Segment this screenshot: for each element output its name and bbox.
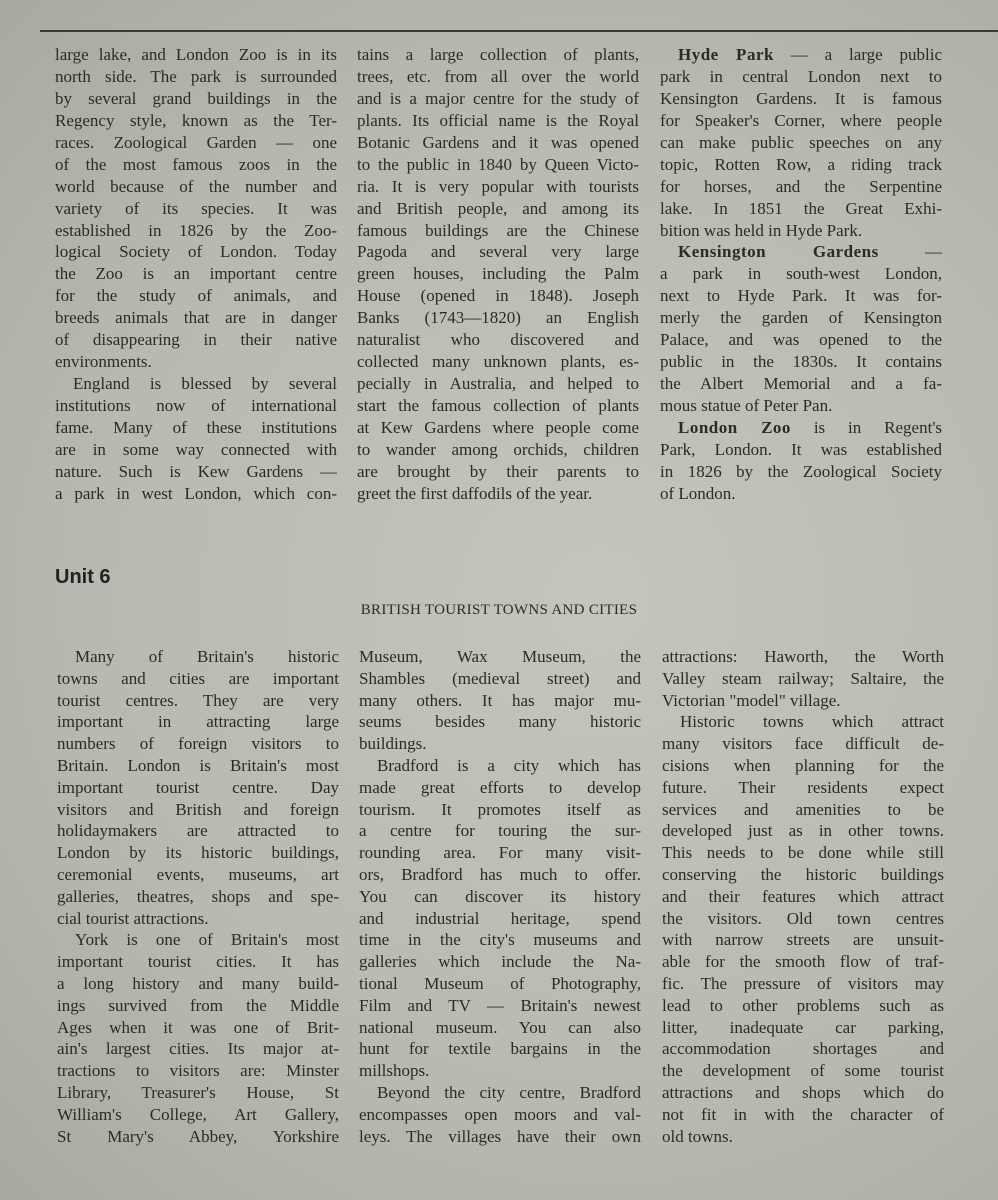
text-line: lake. In 1851 the Great Exhi- <box>660 198 942 218</box>
paragraph <box>57 646 339 929</box>
text-line: William's College, Art Gallery, <box>57 1104 339 1124</box>
text-line: for the study of animals, and <box>55 286 337 306</box>
paragraph <box>662 711 944 1147</box>
text-column <box>357 44 639 505</box>
text-line: to the public in 1840 by Queen Victo- <box>357 154 639 174</box>
text-line: park in central London next to <box>660 66 942 86</box>
text-line: London Zoo is in Regent's <box>678 417 942 437</box>
text-line: a long history and many build- <box>57 973 339 993</box>
text-line: Botanic Gardens and it was opened <box>357 132 639 152</box>
text-line: attractions and shops which do <box>662 1082 944 1102</box>
text-line: ria. It is very popular with tourists <box>357 176 639 196</box>
paragraph <box>660 44 942 241</box>
text-line: galleries, theatres, shops and spe- <box>57 886 339 906</box>
text-line: cisions when planning for the <box>662 755 944 775</box>
text-line: tourist centres. They are very <box>57 690 339 710</box>
text-line: variety of its species. It was <box>55 198 337 218</box>
text-line: mous statue of Peter Pan. <box>660 396 833 415</box>
text-column <box>57 646 339 1147</box>
text-line: Victorian "model" village. <box>662 690 841 710</box>
text-line: Hyde Park — a large public <box>678 45 942 64</box>
text-line: environments. <box>55 352 152 372</box>
text-line: able for the smooth flow of traf- <box>662 952 944 972</box>
text-line: the visitors. Old town centres <box>662 908 944 928</box>
text-line: for horses, and the Serpentine <box>660 176 942 196</box>
text-line: future. Their residents expect <box>662 777 944 797</box>
text-line: of the most famous zoos in the <box>55 154 337 174</box>
text-line: of London. <box>660 483 736 503</box>
text-line: fame. Many of these institutions <box>55 417 337 437</box>
text-line: important tourist centre. Day <box>57 777 339 797</box>
text-line: You can discover its history <box>359 886 641 906</box>
text-line: not fit in with the character of <box>662 1104 944 1124</box>
text-line: a park in south-west London, <box>660 264 942 284</box>
text-line: ain's largest cities. Its major at- <box>57 1039 339 1059</box>
text-line: can make public speeches on any <box>660 132 942 152</box>
paragraph <box>357 44 639 505</box>
text-line: Park, London. It was established <box>660 439 942 459</box>
text-column <box>359 646 641 1147</box>
text-line: leys. The villages have their own <box>359 1126 641 1146</box>
text-line: litter, inadequate car parking, <box>662 1017 944 1037</box>
text-line: to wander among orchids, children <box>357 439 639 459</box>
text-line: made great efforts to develop <box>359 777 641 797</box>
text-line: merly the garden of Kensington <box>660 308 942 328</box>
text-line: House (opened in 1848). Joseph <box>357 286 639 306</box>
text-column <box>662 646 944 1147</box>
text-line: races. Zoological Garden — one <box>55 132 337 152</box>
unit-label: Unit 6 <box>55 566 111 588</box>
text-line: Banks (1743—1820) an English <box>357 308 639 328</box>
text-line: by several grand buildings in the <box>55 88 337 108</box>
text-line: services and amenities to be <box>662 799 944 819</box>
text-line: topic, Rotten Row, a riding track <box>660 154 942 174</box>
text-line: greet the first daffodils of the year. <box>357 483 593 503</box>
text-line: cial tourist attractions. <box>57 908 209 928</box>
text-line: developed just as in other towns. <box>662 821 944 841</box>
text-line: millshops. <box>359 1061 430 1081</box>
text-line: Kensington Gardens. It is famous <box>660 88 942 108</box>
text-line: rounding area. For many visit- <box>359 843 641 863</box>
text-line: for Speaker's Corner, where people <box>660 110 942 130</box>
text-line: holidaymakers are attracted to <box>57 821 339 841</box>
text-line: national museum. You can also <box>359 1017 641 1037</box>
text-line: important tourist cities. It has <box>57 952 339 972</box>
text-line: important in attracting large <box>57 712 339 732</box>
paragraph <box>660 417 942 505</box>
paragraph <box>662 646 944 711</box>
text-line: England is blessed by several <box>73 374 337 394</box>
paragraph <box>57 929 339 1147</box>
text-line: hunt for textile bargains in the <box>359 1039 641 1059</box>
text-line: ings survived from the Middle <box>57 995 339 1015</box>
text-line: lead to other problems such as <box>662 995 944 1015</box>
text-line: Britain. London is Britain's most <box>57 755 339 775</box>
text-line: many visitors face difficult de- <box>662 734 944 754</box>
text-line: Ages when it was one of Brit- <box>57 1017 339 1037</box>
glossary-term: Kensington Gardens <box>678 242 879 262</box>
text-line: seums besides many historic <box>359 712 641 732</box>
text-line: old towns. <box>662 1126 733 1146</box>
text-line: Valley steam railway; Saltaire, the <box>662 668 944 688</box>
text-column <box>660 44 942 505</box>
paragraph <box>359 1082 641 1147</box>
text-line: public in the 1830s. It contains <box>660 352 942 372</box>
section-title: BRITISH TOURIST TOWNS AND CITIES <box>360 602 638 618</box>
paragraph <box>359 646 641 755</box>
text-line: a centre for touring the sur- <box>359 821 641 841</box>
text-line: and industrial heritage, spend <box>359 908 641 928</box>
text-line: Pagoda and several very large <box>357 242 639 262</box>
text-line: famous buildings are the Chinese <box>357 220 639 240</box>
text-line: naturalist who discovered and <box>357 330 639 350</box>
text-line: Palace, and was opened to the <box>660 330 942 350</box>
text-line: ors, Bradford has much to offer. <box>359 864 641 884</box>
text-line: north side. The park is surrounded <box>55 66 337 86</box>
text-line: are brought by their parents to <box>357 461 639 481</box>
text-line: in 1826 by the Zoological Society <box>660 461 942 481</box>
text-line: accommodation shortages and <box>662 1039 944 1059</box>
text-line: pecially in Australia, and helped to <box>357 374 639 394</box>
text-line: start the famous collection of plants <box>357 396 639 415</box>
text-line: with narrow streets are unsuit- <box>662 930 944 950</box>
paragraph <box>359 755 641 1082</box>
text-line: Beyond the city centre, Bradford <box>377 1082 641 1102</box>
text-line: world because of the number and <box>55 176 337 196</box>
text-line: and is a major centre for the study of <box>357 88 639 108</box>
text-line: Bradford is a city which has <box>377 755 641 775</box>
text-line: This needs to be done while still <box>662 843 944 863</box>
text-line: many others. It has major mu- <box>359 690 641 710</box>
text-line: logical Society of London. Today <box>55 242 337 262</box>
text-line: tional Museum of Photography, <box>359 973 641 993</box>
text-line: a park in west London, which con- <box>55 483 337 503</box>
text-line: tractions to visitors are: Minster <box>57 1061 339 1081</box>
text-line: the Albert Memorial and a fa- <box>660 374 942 394</box>
text-line: London by its historic buildings, <box>57 843 339 863</box>
text-line: visitors and British and foreign <box>57 799 339 819</box>
text-line: the Zoo is an important centre <box>55 264 337 284</box>
text-line: time in the city's museums and <box>359 930 641 950</box>
text-line: buildings. <box>359 734 427 754</box>
text-line: next to Hyde Park. It was for- <box>660 286 942 306</box>
text-line: towns and cities are important <box>57 668 339 688</box>
text-line: fic. The pressure of visitors may <box>662 973 944 993</box>
text-line: conserving the historic buildings <box>662 864 944 884</box>
text-line: institutions now of international <box>55 396 337 415</box>
text-line: numbers of foreign visitors to <box>57 734 339 754</box>
text-line: tourism. It promotes itself as <box>359 799 641 819</box>
glossary-term: Hyde Park <box>678 45 774 64</box>
text-line: at Kew Gardens where people come <box>357 417 639 437</box>
text-line: large lake, and London Zoo is in its <box>55 45 337 64</box>
text-line: breeds animals that are in danger <box>55 308 337 328</box>
text-line: ceremonial events, museums, art <box>57 864 339 884</box>
text-line: Historic towns which attract <box>680 712 944 732</box>
text-column <box>55 44 337 505</box>
text-line: trees, etc. from all over the world <box>357 66 639 86</box>
text-line: of disappearing in their native <box>55 330 337 350</box>
glossary-term: London Zoo <box>678 417 791 437</box>
text-line: collected many unknown plants, es- <box>357 352 639 372</box>
text-line: are in some way connected with <box>55 439 337 459</box>
paragraph <box>660 241 942 417</box>
text-line: tains a large collection of plants, <box>357 45 639 64</box>
paragraph <box>55 373 337 505</box>
text-line: galleries which include the Na- <box>359 952 641 972</box>
text-line: Regency style, known as the Ter- <box>55 110 337 130</box>
text-line: Many of Britain's historic <box>75 647 339 666</box>
text-line: and British people, and among its <box>357 198 639 218</box>
text-line: Kensington Gardens — <box>678 242 942 262</box>
text-line: and their features which attract <box>662 886 944 906</box>
text-line: Film and TV — Britain's newest <box>359 995 641 1015</box>
text-line: bition was held in Hyde Park. <box>660 220 863 240</box>
text-line: established in 1826 by the Zoo- <box>55 220 337 240</box>
text-line: Museum, Wax Museum, the <box>359 647 641 666</box>
text-line: Shambles (medieval street) and <box>359 668 641 688</box>
paragraph <box>55 44 337 373</box>
text-line: St Mary's Abbey, Yorkshire <box>57 1126 339 1146</box>
text-line: encompasses open moors and val- <box>359 1104 641 1124</box>
text-line: the development of some tourist <box>662 1061 944 1081</box>
text-line: attractions: Haworth, the Worth <box>662 647 944 666</box>
text-line: York is one of Britain's most <box>75 930 339 950</box>
text-line: plants. Its official name is the Royal <box>357 110 639 130</box>
text-line: green houses, including the Palm <box>357 264 639 284</box>
text-line: Library, Treasurer's House, St <box>57 1082 339 1102</box>
top-rule <box>40 30 998 32</box>
text-line: nature. Such is Kew Gardens — <box>55 461 337 481</box>
